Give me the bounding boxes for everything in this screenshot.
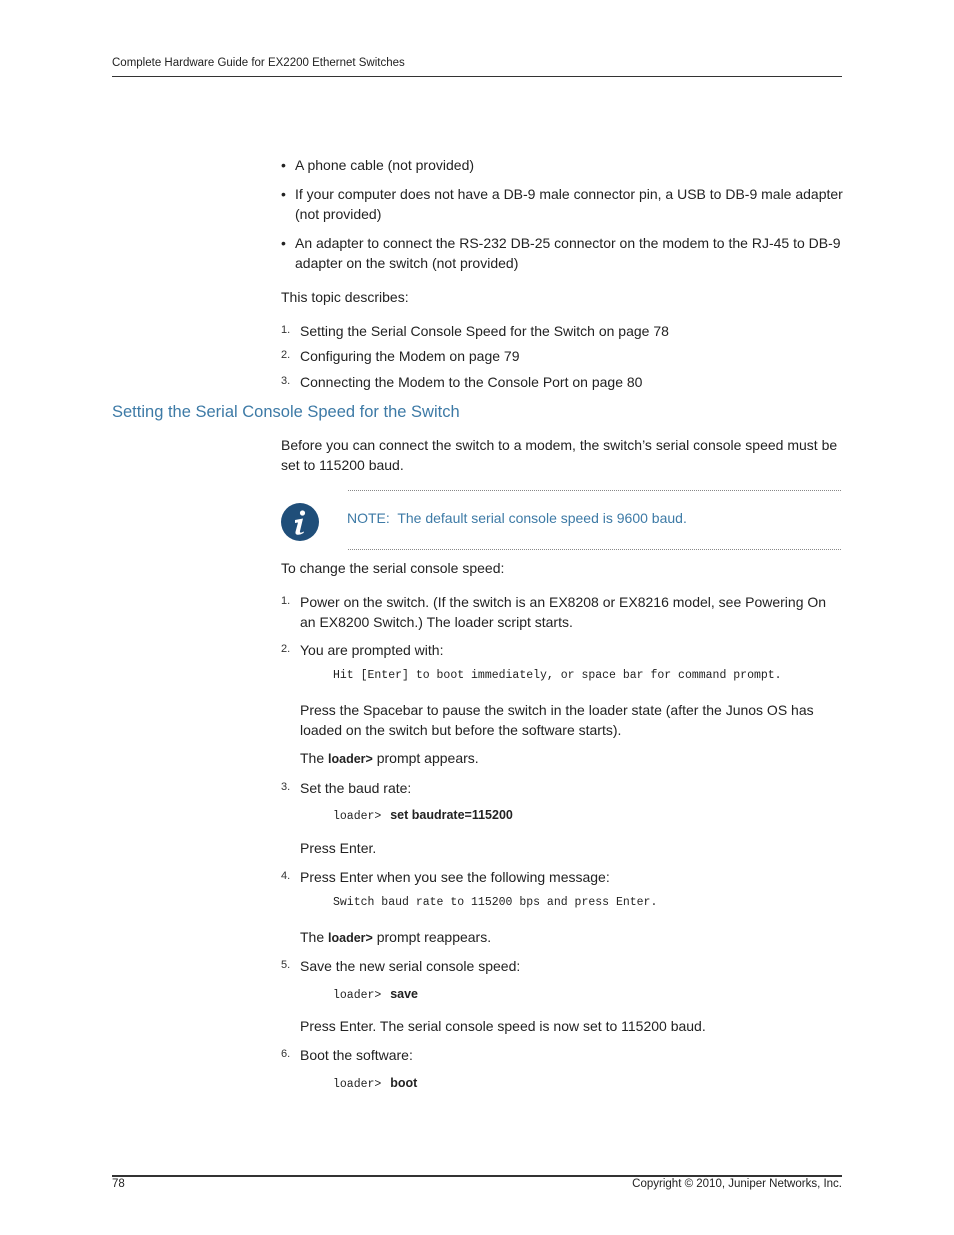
text-run: The bbox=[300, 929, 325, 945]
note-content bbox=[347, 510, 687, 526]
cli-prompt: loader> bbox=[333, 989, 382, 1002]
step-paragraph: Press Enter. The serial console speed is now set to 115200 baud. bbox=[300, 1018, 706, 1034]
bullet-dot: • bbox=[281, 235, 286, 251]
header-rule bbox=[112, 76, 842, 77]
step-number: 1. bbox=[281, 595, 291, 607]
note-top-rule bbox=[348, 490, 841, 491]
step-paragraph bbox=[300, 927, 491, 948]
command-line bbox=[333, 806, 513, 824]
step-number: 6. bbox=[281, 1048, 291, 1060]
step-number: 2. bbox=[281, 643, 291, 655]
step-number: 5. bbox=[281, 959, 291, 971]
code-output: Switch baud rate to 115200 bps and press Enter. bbox=[333, 896, 658, 909]
loader-prompt: loader> bbox=[328, 752, 373, 766]
note-bottom-rule bbox=[348, 549, 841, 550]
page-number: 78 bbox=[112, 1178, 125, 1190]
bullet-dot: • bbox=[281, 186, 286, 202]
bullet-dot: • bbox=[281, 157, 286, 173]
step-text: You are prompted with: bbox=[300, 642, 444, 658]
loader-prompt: loader> bbox=[328, 931, 373, 945]
bullet-text: If your computer does not have a DB-9 male connector pin, a USB to DB-9 male adapter (not provided) bbox=[295, 186, 843, 222]
step-paragraph: Press Enter. bbox=[300, 840, 377, 856]
step-text: Power on the switch. (If the switch is an EX8208 or EX8216 model, see Powering On an EX8200 Switch.) The loader script starts. bbox=[300, 594, 827, 630]
text-run: prompt appears. bbox=[376, 750, 479, 766]
code-output: Hit [Enter] to boot immediately, or space bar for command prompt. bbox=[333, 669, 782, 682]
bullet-item bbox=[281, 155, 842, 175]
topic-number: 1. bbox=[281, 324, 291, 336]
step-text: Save the new serial console speed: bbox=[300, 958, 521, 974]
running-header: Complete Hardware Guide for EX2200 Ethernet Switches bbox=[112, 57, 405, 69]
section-heading: Setting the Serial Console Speed for the Switch bbox=[112, 403, 460, 421]
note-text: The default serial console speed is 9600 baud. bbox=[397, 510, 687, 526]
step-paragraph: Press the Spacebar to pause the switch in the loader state (after the Junos OS has loaded on the switch but before the software starts). bbox=[300, 702, 814, 738]
cli-prompt: loader> bbox=[333, 1078, 382, 1091]
cli-command: save bbox=[390, 987, 419, 1001]
topic-number: 2. bbox=[281, 349, 291, 361]
step-number: 4. bbox=[281, 870, 291, 882]
cli-command: set baudrate=115200 bbox=[390, 808, 513, 822]
change-intro: To change the serial console speed: bbox=[281, 560, 505, 576]
cli-command: boot bbox=[390, 1076, 418, 1090]
bullet-item bbox=[281, 233, 842, 273]
command-line bbox=[333, 985, 418, 1003]
text-run: prompt reappears. bbox=[376, 929, 492, 945]
topic-link[interactable]: Connecting the Modem to the Console Port on page 80 bbox=[300, 374, 643, 390]
intro-text: This topic describes: bbox=[281, 289, 409, 305]
step-text: Press Enter when you see the following message: bbox=[300, 869, 610, 885]
topic-link[interactable]: Setting the Serial Console Speed for the Switch on page 78 bbox=[300, 323, 669, 339]
bullet-text: An adapter to connect the RS-232 DB-25 connector on the modem to the RJ-45 to DB-9 adapter on the switch (not provided) bbox=[295, 235, 841, 271]
section-paragraph: Before you can connect the switch to a modem, the switch’s serial console speed must be set to 115200 baud. bbox=[281, 437, 838, 473]
bullet-item bbox=[281, 184, 842, 224]
topic-number: 3. bbox=[281, 375, 291, 387]
step-text: Set the baud rate: bbox=[300, 780, 412, 796]
footer-rule bbox=[112, 1175, 842, 1177]
cli-prompt: loader> bbox=[333, 810, 382, 823]
text-run: The bbox=[300, 750, 325, 766]
step-paragraph bbox=[300, 748, 479, 769]
info-icon bbox=[281, 503, 319, 541]
step-number: 3. bbox=[281, 781, 291, 793]
bullet-text: A phone cable (not provided) bbox=[295, 157, 475, 173]
command-line bbox=[333, 1074, 417, 1092]
note-label: NOTE: bbox=[347, 510, 390, 526]
topic-link[interactable]: Configuring the Modem on page 79 bbox=[300, 348, 520, 364]
step-text: Boot the software: bbox=[300, 1047, 413, 1063]
copyright: Copyright © 2010, Juniper Networks, Inc. bbox=[632, 1178, 842, 1190]
